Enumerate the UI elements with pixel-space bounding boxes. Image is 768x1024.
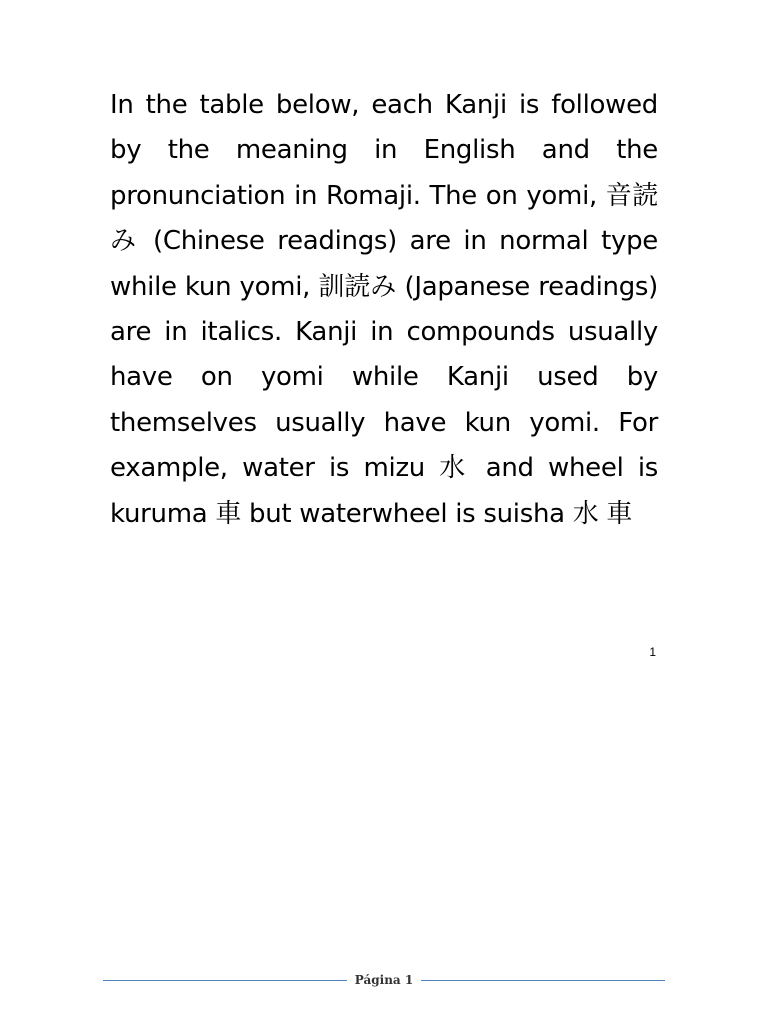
page-number: 1 [649,645,656,659]
footer-page-label: Página 1 [354,973,414,987]
page-footer [103,970,665,990]
footer-rule-right [421,980,665,981]
footer-rule-left [103,980,347,981]
body-paragraph: In the table below, each Kanji is followed by the meaning in English and the pronunciation in Romaji. The on yomi, 音読み (Chinese readings) are in normal type while kun yomi, 訓読み (Japanese readings) are in italics. Kanji in compounds usually have on yomi while Kanji used by themselves usually have kun yomi. For example, water is mizu 水 and wheel is kuruma 車 but waterwheel is suisha 水 車 [110,90,658,529]
